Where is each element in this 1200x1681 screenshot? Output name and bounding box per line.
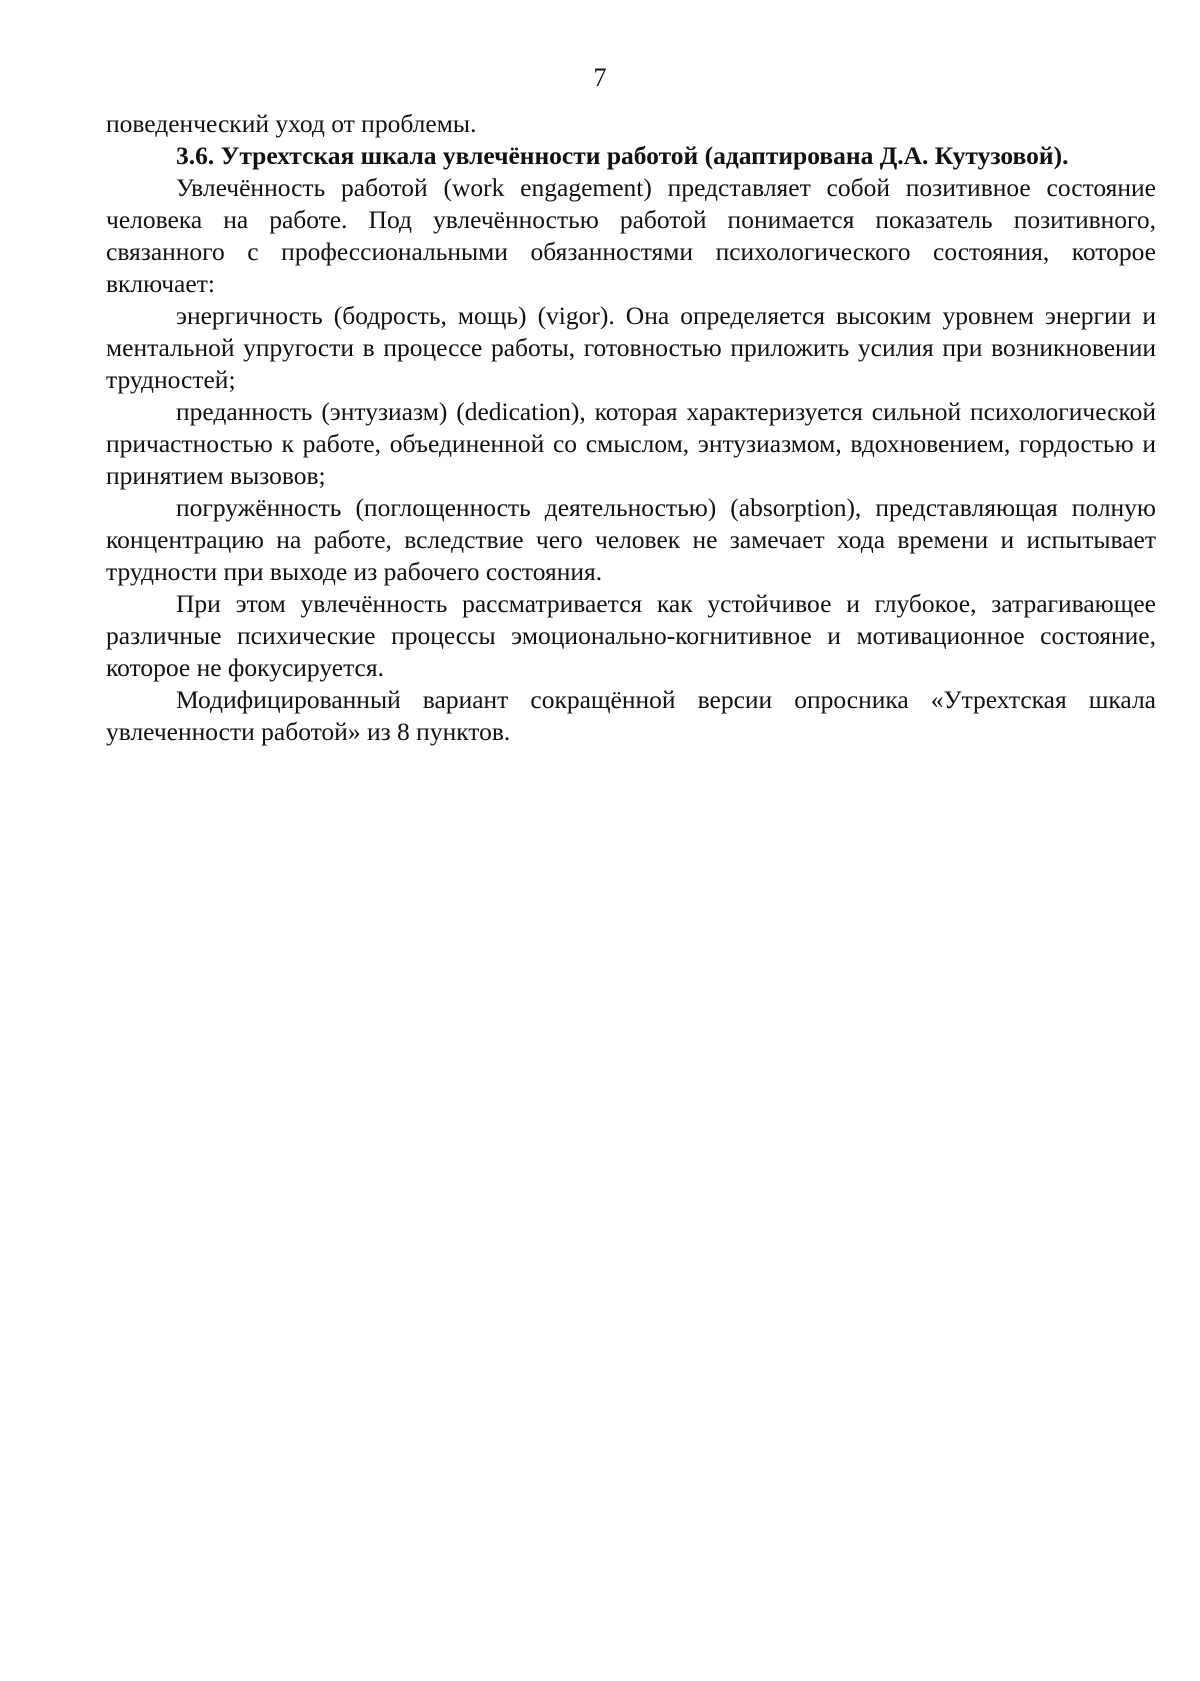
paragraph-dedication: преданность (энтузиазм) (dedication), которая характеризуется сильной психологической причастностью к работе, объединенной со смыслом, энтузиазмом, вдохновением, гордостью и принятием вызовов; [106, 397, 1156, 490]
paragraph-definition: Увлечённость работой (work engagement) представляет собой позитивное состояние человека на работе. Под увлечённостью работой понимается показатель позитивного, связанного с профессиональными обязанностями психологического состояния, которое включает: [106, 173, 1156, 298]
section-heading: 3.6. Утрехтская шкала увлечённости работой (адаптирована Д.А. Кутузовой). [176, 141, 1069, 170]
page-number: 7 [593, 63, 607, 92]
paragraph-absorption: погружённость (поглощенность деятельностью) (absorption), представляющая полную концентрацию на работе, вследствие чего человек не замечает хода времени и испытывает трудности при выходе из рабочего состояния. [106, 493, 1156, 586]
paragraph-stability: При этом увлечённость рассматривается как устойчивое и глубокое, затрагивающее различные психические процессы эмоционально-когнитивное и мотивационное состояние, которое не фокусируется. [106, 589, 1156, 682]
paragraph-continuation: поведенческий уход от проблемы. [106, 109, 477, 138]
document-body [106, 108, 1156, 748]
paragraph-questionnaire: Модифицированный вариант сокращённой версии опросника «Утрехтская шкала увлеченности работой» из 8 пунктов. [106, 685, 1156, 746]
paragraph-vigor: энергичность (бодрость, мощь) (vigor). Она определяется высоким уровнем энергии и ментальной упругости в процессе работы, готовностью приложить усилия при возникновении трудностей; [106, 301, 1156, 394]
